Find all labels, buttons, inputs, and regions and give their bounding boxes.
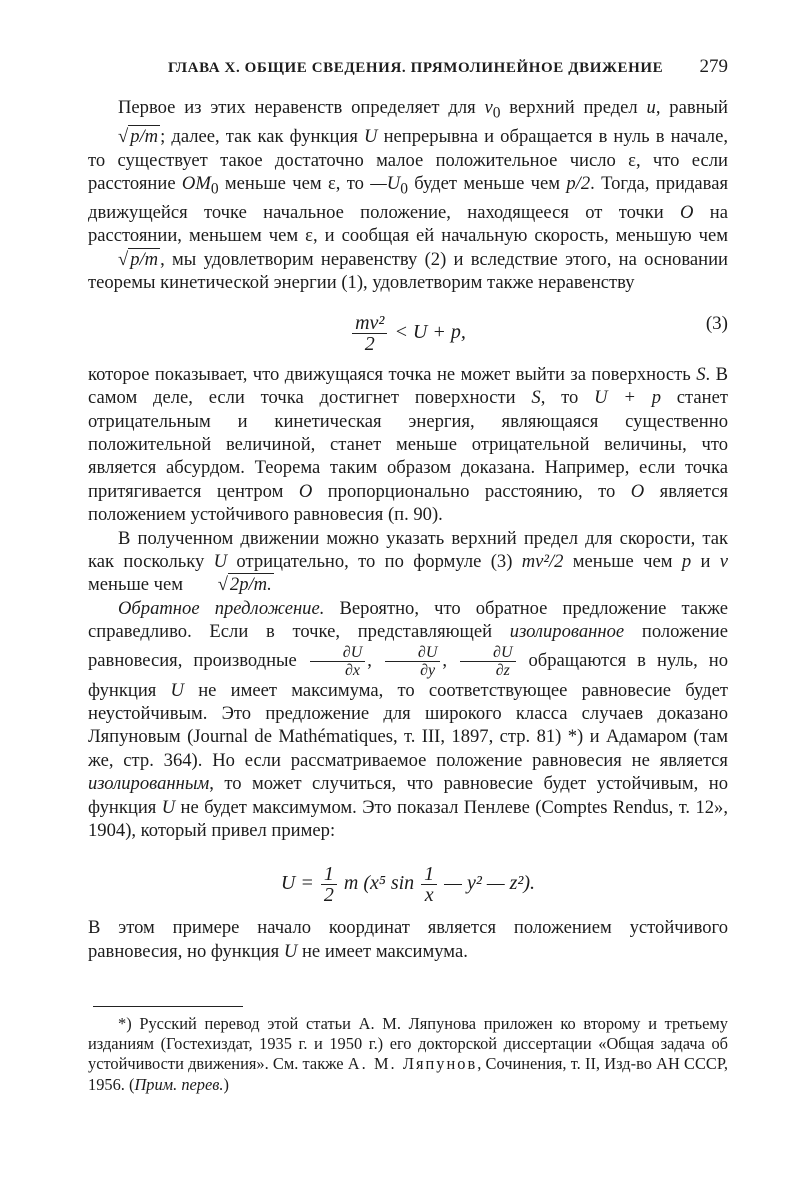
- running-head: ГЛАВА X. ОБЩИЕ СВЕДЕНИЯ. ПРЯМОЛИНЕЙНОЕ ДВИЖЕНИЕ: [168, 60, 664, 76]
- paragraph-3: В полученном движении можно указать верхний предел для скорости, так как поскольку U отрицательно, то по формуле (3) mv²/2 меньше чем p и v меньше чем √ 2p/m.: [88, 527, 729, 596]
- formula-penleve: U = $\frac{1}{2}$ m (x⁵ sin $\frac{1}{x}$ — y² — z²).: [280, 863, 536, 907]
- page-body: [88, 96, 728, 963]
- equation-number: (3): [705, 312, 728, 334]
- sqrt-p-over-m: √ p/m: [118, 126, 159, 148]
- paragraph-5: В этом примере начало координат является положением устойчивого равновесия, но функция U не имеет максимума.: [88, 917, 728, 962]
- formula-3: $\frac{\text{mv²}}{2}$ < U + p, (3): [88, 299, 728, 357]
- paragraph-4: Обратное предложение. Вероятно, что обратное предложение также справедливо. Если в точке, представляющей изолированное положение равновесия, производные $\frac{\partial U}{\partial x}$ , $\frac{\partial U}{\partial y}$ , $\frac{\partial U}{\partial z}$ обращаются в нуль, но функция U не имеет максимума, то соответствующее равновесие будет неустойчивым. Это предложение для широкого класса случаев доказано Ляпуновым (Journal de Mathématiques, т. III, 1897, стр. 81) *) и Адамаром (там же, стр. 364). Но если рассматриваемое положение равновесия не является изолированным, то может случиться, что равновесие будет устойчивым, но функция U не будет максимумом. Это показал Пенлеве (Comptes Rendus, т. 12», 1904), который привел пример:: [88, 597, 729, 841]
- sqrt-p-over-m-2: √ p/m: [118, 248, 159, 270]
- page-number: 279: [699, 56, 728, 77]
- footnote-rule: [93, 1006, 243, 1007]
- paragraph-2: которое показывает, что движущаяся точка не может выйти за поверхность S. В самом деле, если точка достигнет поверхности S, то U + p станет отрицательным и кинетическая энергия, являющаяся существенно положительной величиной, станет меньше отрицательной величины, что является абсурдом. Теорема таким образом доказана. Например, если точка притягивается центром O пропорционально расстоянию, то O является положением устойчивого равновесия (п. 90).: [88, 363, 728, 526]
- footnote: *) Русский перевод этой статьи А. М. Ляпунова приложен ко второму и третьему изданиям (Гостехиздат, 1935 г. и 1950 г.) его докторской диссертации «Общая задача об устойчивости движения». См. также А. М. Ляпунов, Сочинения, т. II, Изд-во АН СССР, 1956. (Прим. перев.): [88, 1014, 728, 1094]
- paragraph-1: Первое из этих неравенств определяет для $v_0$ верхний предел u, равный √ p/m ; далее, так как функция U непрерывна и обращается в нуль в начале, то существует такое достаточно малое положительное число ε, что если расстояние $OM_0$ меньше чем ε, то $—U_0$ будет меньше чем p/2. Тогда, придавая движущейся точке начальное положение, находящееся от точки O на расстоянии, меньшем чем ε, и сообщая ей начальную скорость, меньшую чем √ p/m , мы удовлетворим неравенству (2) и вследствие этого, на основании теоремы кинетической энергии (1), удовлетворим также неравенству: [88, 97, 729, 294]
- page-header: [88, 58, 728, 84]
- sqrt-2p-over-m: √ 2p/m.: [217, 574, 272, 596]
